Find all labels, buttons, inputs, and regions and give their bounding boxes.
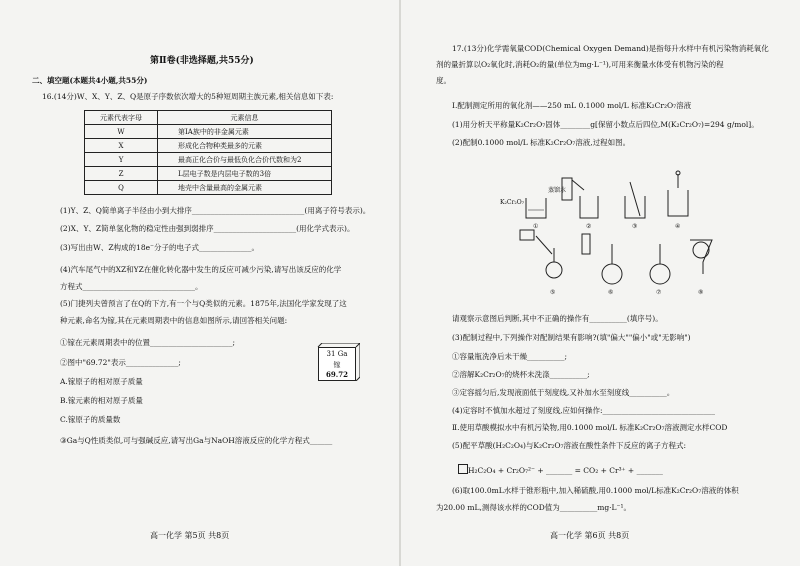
q17-part6-line1: (6)取100.0mL水样于锥形瓶中,加入稀硫酸,用0.1000 mol/L标准K₂Cr₂O₇溶液的体积 bbox=[452, 486, 739, 495]
svg-text:④: ④ bbox=[675, 223, 681, 230]
atomic-mass: 69.72 bbox=[326, 370, 348, 379]
option-a: A.镓原子的相对原子质量 bbox=[60, 377, 143, 386]
q17-part2: (2)配制0.1000 mol/L 标准K₂Cr₂O₇溶液,过程如图。 bbox=[452, 138, 631, 147]
element-info-table bbox=[84, 110, 332, 195]
page-footer: 高一化学 第5页 共8页 bbox=[150, 531, 230, 540]
q16-part3: (3)写出由W、Z构成的18e⁻分子的电子式______________。 bbox=[60, 243, 259, 252]
q17-part4: (4)定容时不慎加水超过了刻度线,应如何操作:______________________________ bbox=[452, 406, 716, 415]
option-b: B.镓元素的相对原子质量 bbox=[60, 396, 143, 405]
gallium-element-cell bbox=[318, 347, 356, 381]
table-cell: 地壳中含量最高的金属元素 bbox=[158, 181, 332, 195]
svg-text:⑧: ⑧ bbox=[698, 289, 704, 296]
reagent-label: K₂Cr₂O₇ bbox=[500, 199, 525, 206]
element-name: 镓 bbox=[333, 361, 341, 369]
section-title: 第Ⅱ卷(非选择题,共55分) bbox=[150, 56, 254, 66]
q16-part5-line2: 种元素,命名为镓,其在元素周期表中的信息如图所示,请回答相关问题: bbox=[60, 316, 288, 325]
table-header-row bbox=[85, 111, 332, 125]
table-row bbox=[85, 181, 332, 195]
q17-intro-line3: 度。 bbox=[436, 76, 451, 85]
svg-text:⑤: ⑤ bbox=[550, 289, 556, 296]
q17-intro-line1: 17.(13分)化学需氧量COD(Chemical Oxygen Demand)是指每升水样中有机污染物消耗氧化 bbox=[452, 44, 769, 53]
equation-text: H₂C₂O₄ + Cr₂O₇²⁻ + _______ = CO₂ + Cr³⁺ + _______ bbox=[468, 466, 663, 475]
q17-part3-sub3: ③定容摇匀后,发现液面低于刻度线,又补加水至刻度线__________。 bbox=[452, 388, 675, 397]
q16-intro: 16.(14分)W、X、Y、Z、Q是原子序数依次增大的5种短周期主族元素,相关信息如下表: bbox=[42, 92, 334, 101]
table-header: 元素代表字母 bbox=[85, 111, 158, 125]
option-c: C.镓原子的质量数 bbox=[60, 415, 121, 424]
svg-text:①: ① bbox=[533, 223, 539, 230]
table-cell: Y bbox=[85, 153, 158, 167]
q16-part1: (1)Y、Z、Q简单离子半径由小到大排序______________________________(用离子符号表示)。 bbox=[60, 206, 371, 215]
table-cell: X bbox=[85, 139, 158, 153]
table-header: 元素信息 bbox=[158, 111, 332, 125]
table-row bbox=[85, 125, 332, 139]
q17-part5: (5)配平草酸(H₂C₂O₄)与K₂Cr₂O₇溶液在酸性条件下反应的离子方程式: bbox=[452, 441, 687, 450]
solution-preparation-diagram bbox=[500, 170, 720, 305]
table-cell: Z bbox=[85, 167, 158, 181]
table-cell: 第ⅠA族中的非金属元素 bbox=[158, 125, 332, 139]
q17-part3-sub1: ①容量瓶洗净后未干燥__________; bbox=[452, 352, 568, 361]
q17-part6-line2: 为20.00 mL,测得该水样的COD值为__________mg·L⁻¹。 bbox=[436, 503, 631, 512]
q17-part3-sub2: ②溶解K₂Cr₂O₇的烧杯未洗涤__________; bbox=[452, 370, 590, 379]
balancing-equation bbox=[458, 464, 663, 476]
table-cell: W bbox=[85, 125, 158, 139]
q16-part5-sub2: ②图中"69.72"表示______________; bbox=[60, 358, 181, 367]
table-cell: Q bbox=[85, 181, 158, 195]
atomic-number: 31 bbox=[326, 350, 336, 358]
q16-part5-line1: (5)门捷列夫曾预言了在Q的下方,有一个与Q类似的元素。1875年,法国化学家发现了这 bbox=[60, 299, 347, 308]
part-two-heading: Ⅱ.使用草酸模拟水中有机污染物,用0.1000 mol/L 标准K₂Cr₂O₇溶液测定水样COD bbox=[452, 423, 728, 432]
svg-text:⑥: ⑥ bbox=[608, 289, 614, 296]
table-cell: L层电子数是内层电子数的3倍 bbox=[158, 167, 332, 181]
part-heading: 二、填空题(本题共4小题,共55分) bbox=[32, 76, 148, 85]
table-cell: 形成化合物种类最多的元素 bbox=[158, 139, 332, 153]
table-cell: 最高正化合价与最低负化合价代数和为2 bbox=[158, 153, 332, 167]
q17-part3: (3)配制过程中,下列操作对配制结果有影响?(填"偏大""偏小"或"无影响") bbox=[452, 333, 691, 342]
q17-intro-line2: 剂的量折算以O₂氧化时,消耗O₂的量(单位为mg·L⁻¹),可用来衡量水体受有机物污染的程 bbox=[436, 60, 724, 69]
table-row bbox=[85, 153, 332, 167]
q17-part1: (1)用分析天平称量K₂Cr₂O₇固体________g[保留小数点后四位,M(K₂Cr₂O₇)=294 g/mol]。 bbox=[452, 120, 759, 129]
q16-part5-sub1: ①镓在元素周期表中的位置______________________; bbox=[60, 338, 236, 347]
q16-part4-line2: 方程式______________________________。 bbox=[60, 282, 203, 291]
gallium-number-symbol bbox=[319, 350, 355, 358]
water-label: 蒸馏水 bbox=[548, 187, 567, 194]
page-footer: 高一化学 第6页 共8页 bbox=[550, 531, 630, 540]
blank-box bbox=[458, 464, 468, 474]
svg-text:⑦: ⑦ bbox=[656, 289, 662, 296]
svg-text:②: ② bbox=[586, 223, 592, 230]
page-6 bbox=[400, 0, 800, 566]
q16-part2: (2)X、Y、Z简单氢化物的稳定性由强到弱排序______________________(用化学式表示)。 bbox=[60, 224, 355, 233]
q16-part4-line1: (4)汽车尾气中的XZ和YZ在催化转化器中发生的反应可减少污染,请写出该反应的化学 bbox=[60, 265, 342, 274]
table-row bbox=[85, 139, 332, 153]
table-row bbox=[85, 167, 332, 181]
element-symbol: Ga bbox=[337, 350, 348, 358]
part-one-heading: Ⅰ.配制测定所用的氧化剂——250 mL 0.1000 mol/L 标准K₂Cr₂O₇溶液 bbox=[452, 101, 692, 110]
svg-text:③: ③ bbox=[632, 223, 638, 230]
q16-part5-sub3: ③Ga与Q性质类似,可与强碱反应,请写出Ga与NaOH溶液反应的化学方程式______ bbox=[60, 436, 333, 445]
incorrect-steps-question: 请观察示意图后判断,其中不正确的操作有__________(填序号)。 bbox=[452, 314, 663, 323]
